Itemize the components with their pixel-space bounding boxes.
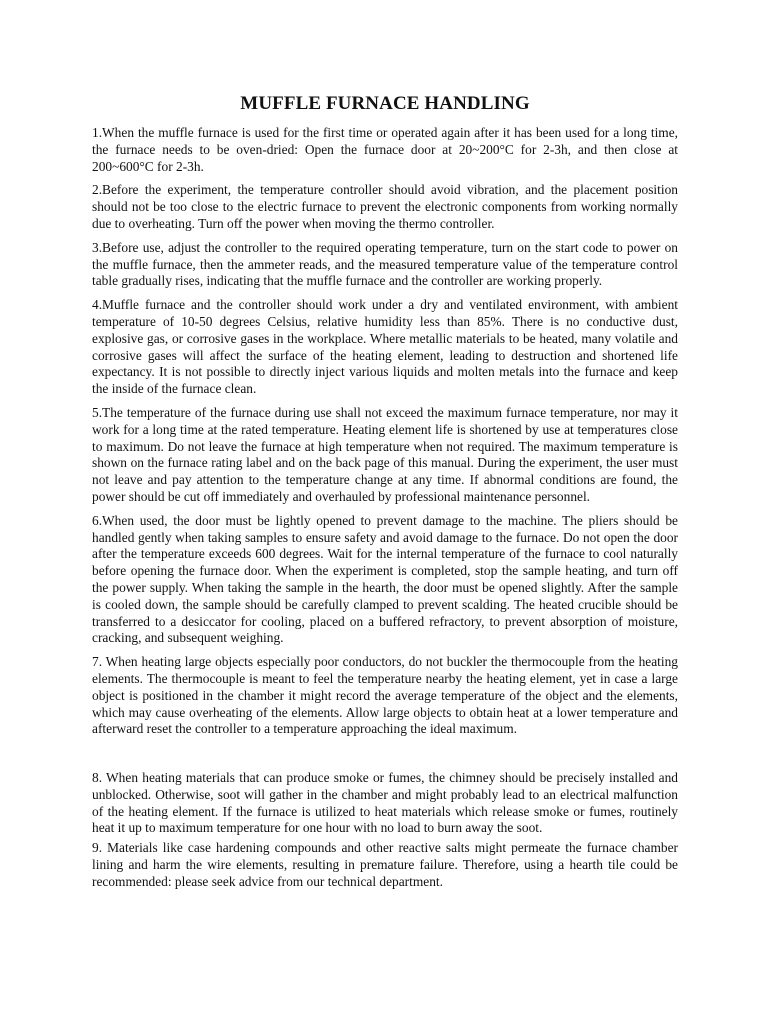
paragraph-5: 5.The temperature of the furnace during use shall not exceed the maximum furnace temperature, nor may it work for a long time at the rated temperature. Heating element life is shortened by use at temperatures close to maximum. Do not leave the furnace at high temperature when not required. The maximum temperature is shown on the furnace rating label and on the back page of this manual. During the experiment, the user must not leave and pay attention to the temperature change at any time. If abnormal conditions are found, the power should be cut off immediately and overhauled by professional maintenance personnel. [92,404,678,504]
paragraph-2: 2.Before the experiment, the temperature controller should avoid vibration, and the placement position should not be too close to the electric furnace to prevent the electronic components from working normally due to overheating. Turn off the power when moving the thermo controller. [92,182,678,231]
paragraph-3: 3.Before use, adjust the controller to the required operating temperature, turn on the start code to power on the muffle furnace, then the ammeter reads, and the measured temperature value of the temperature control table gradually rises, indicating that the muffle furnace and the controller are working properly. [92,239,678,289]
document-title: MUFFLE FURNACE HANDLING [240,93,530,114]
paragraph-7: 7. When heating large objects especially poor conductors, do not buckler the thermocouple from the heating elements. The thermocouple is meant to feel the temperature nearby the heating element, yet in case a large object is positioned in the chamber it might record the average temperature of the object and the elements, which may cause overheating of the elements. Allow large objects to obtain heat at a lower temperature and afterward reset the controller to a temperature approaching the ideal maximum. [92,654,678,737]
paragraph-9: 9. Materials like case hardening compounds and other reactive salts might permeate the furnace chamber lining and harm the wire elements, resulting in premature failure. Therefore, using a hearth tile could be recommended: please seek advice from our technical department. [92,840,678,889]
paragraph-8: 8. When heating materials that can produce smoke or fumes, the chimney should be precisely installed and unblocked. Otherwise, soot will gather in the chamber and might probably lead to an electrical malfunction of the heating element. If the furnace is utilized to heat materials which release smoke or fumes, routinely heat it up to maximum temperature for one hour with no load to burn away the soot. [92,770,678,836]
paragraph-4: 4.Muffle furnace and the controller should work under a dry and ventilated environment, with ambient temperature of 10-50 degrees Celsius, relative humidity less than 85%. There is no conductive dust, explosive gas, or corrosive gases in the workplace. Where metallic materials to be heated, many volatile and corrosive gases will affect the surface of the heating element, leading to destruction and shortened life expectancy. It is not possible to directly inject various liquids and molten metals into the furnace and keep the inside of the furnace clean. [92,297,678,397]
paragraph-1: 1.When the muffle furnace is used for the first time or operated again after it has been used for a long time, the furnace needs to be oven-dried: Open the furnace door at 20~200°C for 2-3h, and then close at 200~600°C for 2-3h. [92,125,678,174]
paragraph-6: 6.When used, the door must be lightly opened to prevent damage to the machine. The pliers should be handled gently when taking samples to ensure safety and avoid damage to the furnace. Do not open the door after the temperature exceeds 600 degrees. Wait for the internal temperature of the furnace to cool naturally before opening the furnace door. When the experiment is completed, stop the sample heating, and turn off the power supply. When taking the sample in the hearth, the door must be opened slightly. After the sample is cooled down, the sample should be carefully clamped to prevent scalding. The heated crucible should be transferred to a desiccator for cooling, placed on a buffered refractory, to prevent absorption of moisture, cracking, and subsequent weighing. [92,512,678,646]
document-page [92,91,678,898]
